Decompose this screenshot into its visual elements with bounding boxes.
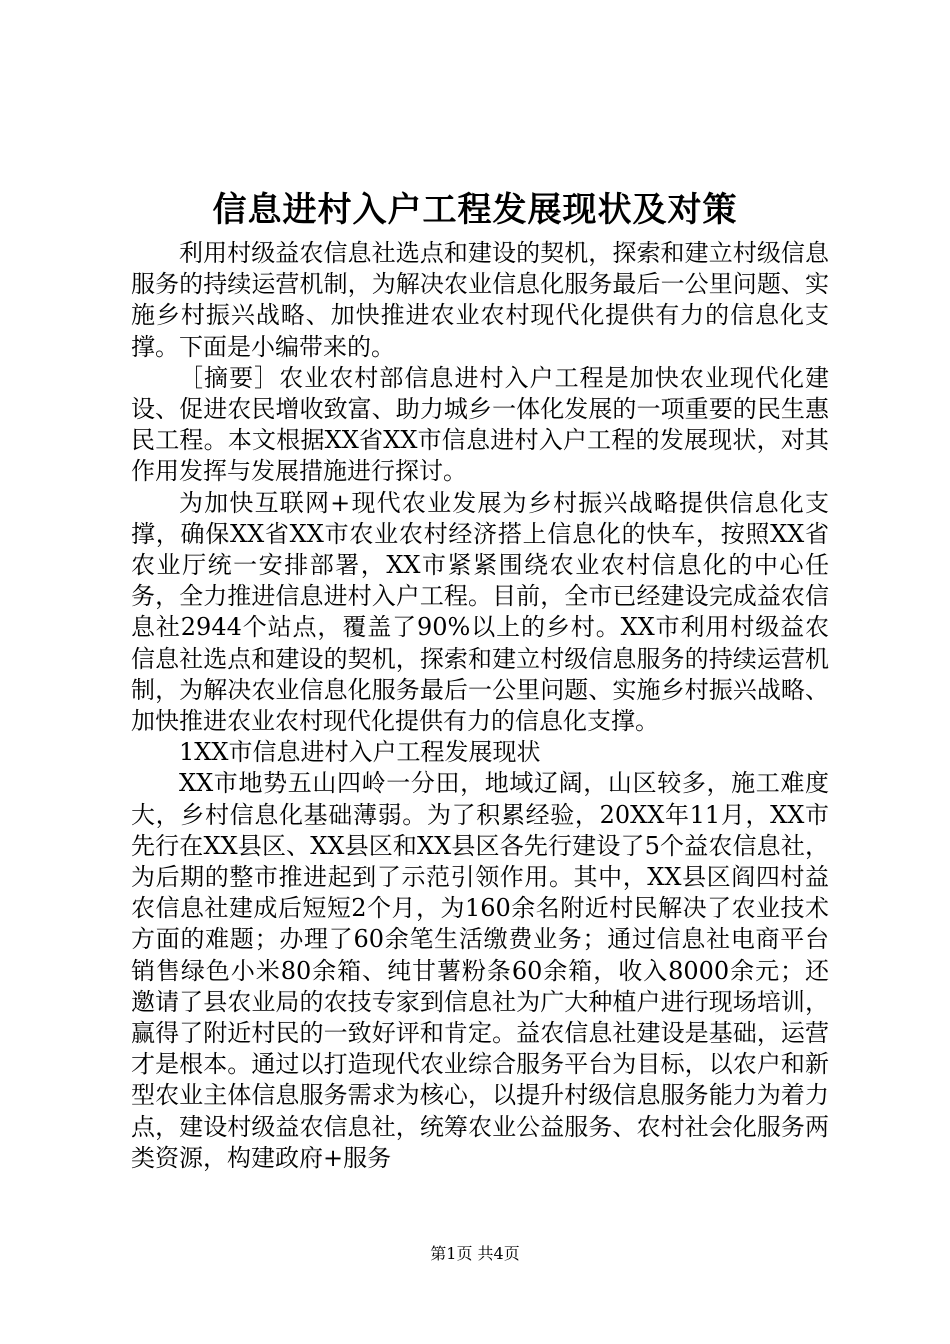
background-paragraph: 为加快互联网+现代农业发展为乡村振兴战略提供信息化支撑，确保XX省XX市农业农村经济搭上信息化的快车，按照XX省农业厅统一安排部署，XX市紧紧围绕农业农村信息化的中心任务，全力推进信息进村入户工程。目前，全市已经建设完成益农信息社2944个站点，覆盖了90%以上的乡村。XX市利用村级益农信息社选点和建设的契机，探索和建立村级信息服务的持续运营机制，为解决农业信息化服务最后一公里问题、实施乡村振兴战略、加快推进农业农村现代化提供有力的信息化支撑。 — [131, 488, 829, 736]
section-paragraph: XX市地势五山四岭一分田，地域辽阔，山区较多，施工难度大，乡村信息化基础薄弱。为了积累经验，20XX年11月，XX市先行在XX县区、XX县区和XX县区各先行建设了5个益农信息社，为后期的整市推进起到了示范引领作用。其中，XX县区阎四村益农信息社建成后短短2个月，为160余名附近村民解决了农业技术方面的难题；办理了60余笔生活缴费业务；通过信息社电商平台销售绿色小米80余箱、纯甘薯粉条60余箱，收入8000余元；还邀请了县农业局的农技专家到信息社为广大种植户进行现场培训，赢得了附近村民的一致好评和肯定。益农信息社建设是基础，运营才是根本。通过以打造现代农业综合服务平台为目标，以农户和新型农业主体信息服务需求为核心，以提升村级信息服务能力为着力点，建设村级益农信息社，统筹农业公益服务、农村社会化服务两类资源，构建政府+服务 — [131, 769, 829, 1172]
section-heading: 1XX市信息进村入户工程发展现状 — [179, 738, 541, 767]
document-title: 信息进村入户工程发展现状及对策 — [212, 190, 738, 230]
page-number-footer: 第1页 共4页 — [430, 1244, 520, 1263]
abstract-paragraph: ［摘要］农业农村部信息进村入户工程是加快农业现代化建设、促进农民增收致富、助力城乡一体化发展的一项重要的民生惠民工程。本文根据XX省XX市信息进村入户工程的发展现状，对其作用发挥与发展措施进行探讨。 — [131, 363, 829, 486]
document-body — [131, 238, 829, 1174]
intro-paragraph: 利用村级益农信息社选点和建设的契机，探索和建立村级信息服务的持续运营机制，为解决农业信息化服务最后一公里问题、实施乡村振兴战略、加快推进农业农村现代化提供有力的信息化支撑。下面是小编带来的。 — [131, 239, 829, 361]
